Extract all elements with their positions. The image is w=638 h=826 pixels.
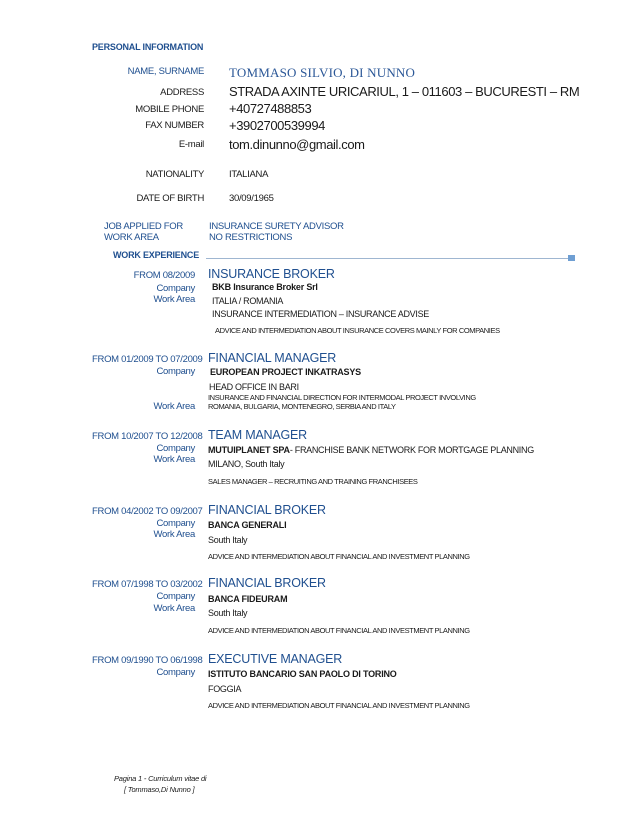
mobile-value: +40727488853 bbox=[229, 101, 312, 116]
work-area-label: Work Area bbox=[153, 603, 195, 614]
work-experience-heading: WORK EXPERIENCE bbox=[113, 250, 200, 260]
job-title: FINANCIAL BROKER bbox=[208, 503, 326, 517]
section-marker bbox=[568, 255, 575, 261]
mobile-label: MOBILE PHONE bbox=[135, 104, 204, 115]
description: ADVICE AND INTERMEDIATION ABOUT INSURANCE COVERS MAINLY FOR COMPANIES bbox=[215, 326, 500, 335]
section-divider bbox=[206, 258, 570, 259]
company-label: Company bbox=[156, 667, 195, 678]
job-applied-value: INSURANCE SURETY ADVISOR bbox=[209, 221, 344, 232]
company-description: - FRANCHISE BANK NETWORK FOR MORTGAGE PLANNING bbox=[289, 445, 534, 455]
work-area: INSURANCE INTERMEDIATION – INSURANCE ADVISE bbox=[212, 309, 429, 319]
address-value: STRADA AXINTE URICARIUL, 1 – 011603 – BUCURESTI – RM bbox=[229, 84, 580, 99]
location: South Italy bbox=[208, 608, 248, 618]
description: SALES MANAGER – RECRUITING AND TRAINING FRANCHISEES bbox=[208, 477, 418, 486]
company-line bbox=[208, 445, 534, 455]
email-value[interactable]: tom.dinunno@gmail.com bbox=[229, 137, 365, 152]
work-area-label: Work Area bbox=[153, 454, 195, 465]
entry-period: FROM 04/2002 TO 09/2007 bbox=[92, 506, 203, 517]
fax-value: +3902700539994 bbox=[229, 118, 325, 133]
entry-period: FROM 07/1998 TO 03/2002 bbox=[92, 579, 203, 590]
company-label: Company bbox=[156, 591, 195, 602]
dob-value: 30/09/1965 bbox=[229, 193, 274, 204]
location: MILANO, South Italy bbox=[208, 459, 285, 469]
company-label: Company bbox=[156, 366, 195, 377]
location: HEAD OFFICE IN BARI bbox=[209, 382, 299, 392]
nationality-value: ITALIANA bbox=[229, 169, 269, 180]
description: ADVICE AND INTERMEDIATION ABOUT FINANCIAL AND INVESTMENT PLANNING bbox=[208, 626, 470, 635]
entry-period: FROM 08/2009 bbox=[133, 270, 195, 281]
work-area-label: Work Area bbox=[153, 294, 195, 305]
personal-info-heading: PERSONAL INFORMATION bbox=[92, 42, 204, 52]
location: FOGGIA bbox=[208, 684, 242, 694]
job-title: FINANCIAL BROKER bbox=[208, 576, 326, 590]
company-name: BANCA FIDEURAM bbox=[208, 594, 288, 604]
work-area-line1: INSURANCE AND FINANCIAL DIRECTION FOR INTERMODAL PROJECT INVOLVING bbox=[208, 393, 476, 402]
company-label: Company bbox=[156, 443, 195, 454]
description: ADVICE AND INTERMEDIATION ABOUT FINANCIAL AND INVESTMENT PLANNING bbox=[208, 701, 470, 710]
company-label: Company bbox=[156, 518, 195, 529]
footer-page-info: Pagina 1 - Curriculum vitae di bbox=[114, 774, 207, 783]
company-name: ISTITUTO BANCARIO SAN PAOLO DI TORINO bbox=[208, 669, 397, 679]
name-value: TOMMASO SILVIO, DI NUNNO bbox=[229, 65, 416, 80]
company-name: MUTUIPLANET SPA bbox=[208, 445, 290, 455]
work-area-value: NO RESTRICTIONS bbox=[209, 232, 293, 243]
location: ITALIA / ROMANIA bbox=[212, 296, 284, 306]
footer-author: [ Tommaso,Di Nunno ] bbox=[124, 785, 195, 794]
company-name: EUROPEAN PROJECT INKATRASYS bbox=[210, 367, 361, 377]
job-applied-label: JOB APPLIED FOR bbox=[104, 221, 183, 232]
company-name: BKB Insurance Broker Srl bbox=[212, 282, 318, 292]
name-label: NAME, SURNAME bbox=[127, 66, 204, 77]
email-label: E-mail bbox=[178, 139, 204, 150]
location: South Italy bbox=[208, 535, 248, 545]
work-area-line2: ROMANIA, BULGARIA, MONTENEGRO, SERBIA AND ITALY bbox=[208, 402, 396, 411]
work-area-label: WORK AREA bbox=[104, 232, 159, 243]
entry-period: FROM 09/1990 TO 06/1998 bbox=[92, 655, 203, 666]
work-area-label: Work Area bbox=[153, 529, 195, 540]
work-area-label: Work Area bbox=[153, 401, 195, 412]
job-title: INSURANCE BROKER bbox=[208, 267, 335, 281]
job-title: TEAM MANAGER bbox=[208, 428, 307, 442]
address-label: ADDRESS bbox=[160, 87, 204, 98]
entry-period: FROM 01/2009 TO 07/2009 bbox=[92, 354, 203, 365]
job-title: FINANCIAL MANAGER bbox=[208, 351, 337, 365]
fax-label: FAX NUMBER bbox=[145, 120, 204, 131]
company-name: BANCA GENERALI bbox=[208, 520, 287, 530]
entry-period: FROM 10/2007 TO 12/2008 bbox=[92, 431, 203, 442]
nationality-label: NATIONALITY bbox=[145, 169, 204, 180]
job-title: EXECUTIVE MANAGER bbox=[208, 652, 343, 666]
dob-label: DATE OF BIRTH bbox=[136, 193, 204, 204]
company-label: Company bbox=[156, 283, 195, 294]
description: ADVICE AND INTERMEDIATION ABOUT FINANCIAL AND INVESTMENT PLANNING bbox=[208, 552, 470, 561]
